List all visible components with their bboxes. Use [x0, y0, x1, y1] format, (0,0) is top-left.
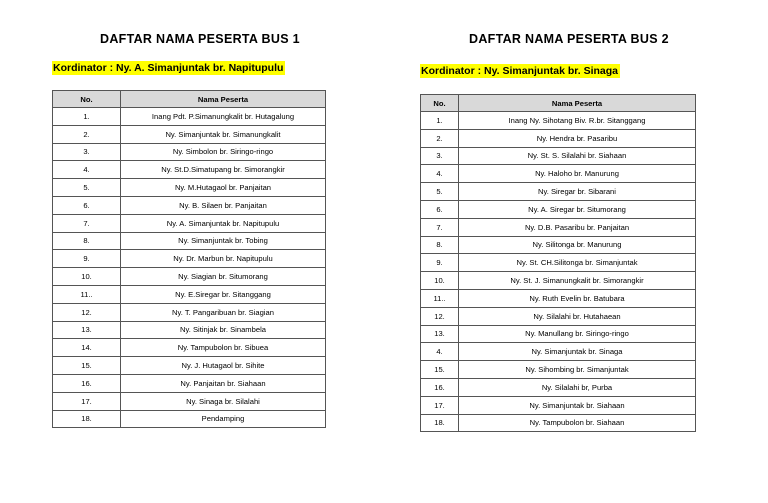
participant-name: Pendamping: [121, 410, 326, 428]
participant-name: Ny. E.Siregar br. Sitanggang: [121, 285, 326, 303]
row-number: 15.: [421, 361, 459, 379]
table-row: [421, 129, 696, 147]
row-number: 4.: [421, 343, 459, 361]
participant-name: Ny. Siregar br. Sibarani: [459, 183, 696, 201]
row-number: 18.: [53, 410, 121, 428]
row-number: 6.: [421, 200, 459, 218]
table-row: [421, 218, 696, 236]
table-row: [53, 161, 326, 179]
table-row: [53, 339, 326, 357]
bus1-coordinator: Kordinator : Ny. A. Simanjuntak br. Napitupulu: [53, 62, 284, 74]
row-number: 2.: [53, 125, 121, 143]
bus2-title: DAFTAR NAMA PESERTA BUS 2: [469, 32, 669, 46]
row-number: 11..: [421, 289, 459, 307]
participant-name: Ny. St.D.Simatupang br. Simorangkir: [121, 161, 326, 179]
row-number: 13.: [53, 321, 121, 339]
row-number: 4.: [421, 165, 459, 183]
row-number: 18.: [421, 414, 459, 432]
participant-name: Ny. Silitonga br. Manurung: [459, 236, 696, 254]
column-header-name: Nama Peserta: [121, 91, 326, 108]
participant-name: Ny. M.Hutagaol br. Panjaitan: [121, 179, 326, 197]
bus2-table: [420, 94, 696, 432]
row-number: 2.: [421, 129, 459, 147]
table-row: [421, 236, 696, 254]
table-row: [53, 303, 326, 321]
bus1-title: DAFTAR NAMA PESERTA BUS 1: [100, 32, 300, 46]
row-number: 8.: [53, 232, 121, 250]
table-row: [421, 343, 696, 361]
table-row: [53, 143, 326, 161]
participant-name: Ny. Simbolon br. Siringo-ringo: [121, 143, 326, 161]
participant-name: Ny. Hendra br. Pasaribu: [459, 129, 696, 147]
row-number: 3.: [421, 147, 459, 165]
row-number: 16.: [53, 374, 121, 392]
participant-name: Ny. Haloho br. Manurung: [459, 165, 696, 183]
row-number: 15.: [53, 357, 121, 375]
table-row: [53, 214, 326, 232]
row-number: 17.: [421, 396, 459, 414]
table-row: [53, 321, 326, 339]
participant-name: Inang Ny. Sihotang Biv. R.br. Sitanggang: [459, 112, 696, 130]
row-number: 17.: [53, 392, 121, 410]
bus2-header-row: [421, 95, 696, 112]
participant-name: Ny. Tampubolon br. Sibuea: [121, 339, 326, 357]
table-row: [421, 325, 696, 343]
participant-name: Ny. St. J. Simanungkalit br. Simorangkir: [459, 272, 696, 290]
participant-name: Ny. St. CH.Silitonga br. Simanjuntak: [459, 254, 696, 272]
participant-name: Ny. Manullang br. Siringo-ringo: [459, 325, 696, 343]
table-row: [53, 250, 326, 268]
table-row: [53, 108, 326, 126]
table-row: [421, 396, 696, 414]
table-row: [53, 392, 326, 410]
participant-name: Ny. Tampubolon br. Siahaan: [459, 414, 696, 432]
row-number: 5.: [53, 179, 121, 197]
table-row: [421, 378, 696, 396]
table-row: [421, 112, 696, 130]
participant-name: Ny. A. Simanjuntak br. Napitupulu: [121, 214, 326, 232]
row-number: 9.: [53, 250, 121, 268]
participant-name: Ny. Silalahi br. Hutahaean: [459, 307, 696, 325]
table-row: [53, 285, 326, 303]
bus2-coordinator: Kordinator : Ny. Simanjuntak br. Sinaga: [421, 65, 619, 77]
table-row: [421, 200, 696, 218]
row-number: 7.: [421, 218, 459, 236]
table-row: [421, 254, 696, 272]
participant-name: Ny. Dr. Marbun br. Napitupulu: [121, 250, 326, 268]
row-number: 10.: [421, 272, 459, 290]
row-number: 13.: [421, 325, 459, 343]
table-row: [421, 289, 696, 307]
row-number: 11..: [53, 285, 121, 303]
row-number: 12.: [421, 307, 459, 325]
participant-name: Ny. B. Silaen br. Panjaitan: [121, 196, 326, 214]
table-row: [53, 357, 326, 375]
row-number: 1.: [421, 112, 459, 130]
participant-name: Ny. Panjaitan br. Siahaan: [121, 374, 326, 392]
row-number: 3.: [53, 143, 121, 161]
bus1-header-row: [53, 91, 326, 108]
participant-name: Ny. Siagian br. Situmorang: [121, 268, 326, 286]
participant-name: Ny. Silalahi br, Purba: [459, 378, 696, 396]
participant-name: Ny. St. S. Silalahi br. Siahaan: [459, 147, 696, 165]
row-number: 8.: [421, 236, 459, 254]
participant-name: Ny. Sinaga br. Silalahi: [121, 392, 326, 410]
column-header-no: No.: [421, 95, 459, 112]
table-row: [53, 179, 326, 197]
table-row: [53, 268, 326, 286]
participant-name: Ny. Simanjuntak br. Sinaga: [459, 343, 696, 361]
participant-name: Ny. Sitinjak br. Sinambela: [121, 321, 326, 339]
participant-name: Ny. D.B. Pasaribu br. Panjaitan: [459, 218, 696, 236]
row-number: 9.: [421, 254, 459, 272]
row-number: 5.: [421, 183, 459, 201]
table-row: [53, 232, 326, 250]
table-row: [53, 125, 326, 143]
participant-name: Ny. A. Siregar br. Situmorang: [459, 200, 696, 218]
table-row: [421, 307, 696, 325]
participant-name: Inang Pdt. P.Simanungkalit br. Hutagalung: [121, 108, 326, 126]
table-row: [421, 147, 696, 165]
row-number: 7.: [53, 214, 121, 232]
participant-name: Ny. Simanjuntak br. Siahaan: [459, 396, 696, 414]
row-number: 14.: [53, 339, 121, 357]
row-number: 16.: [421, 378, 459, 396]
table-row: [421, 165, 696, 183]
participant-name: Ny. Simanjuntak br. Simanungkalit: [121, 125, 326, 143]
table-row: [421, 361, 696, 379]
row-number: 4.: [53, 161, 121, 179]
table-row: [53, 374, 326, 392]
row-number: 1.: [53, 108, 121, 126]
row-number: 12.: [53, 303, 121, 321]
row-number: 6.: [53, 196, 121, 214]
table-row: [421, 272, 696, 290]
row-number: 10.: [53, 268, 121, 286]
table-row: [53, 196, 326, 214]
table-row: [421, 414, 696, 432]
table-row: [53, 410, 326, 428]
column-header-no: No.: [53, 91, 121, 108]
participant-name: Ny. T. Pangaribuan br. Siagian: [121, 303, 326, 321]
column-header-name: Nama Peserta: [459, 95, 696, 112]
participant-name: Ny. Sihombing br. Simanjuntak: [459, 361, 696, 379]
participant-name: Ny. Ruth Evelin br. Batubara: [459, 289, 696, 307]
participant-name: Ny. J. Hutagaol br. Sihite: [121, 357, 326, 375]
participant-name: Ny. Simanjuntak br. Tobing: [121, 232, 326, 250]
bus1-table: [52, 90, 326, 428]
table-row: [421, 183, 696, 201]
